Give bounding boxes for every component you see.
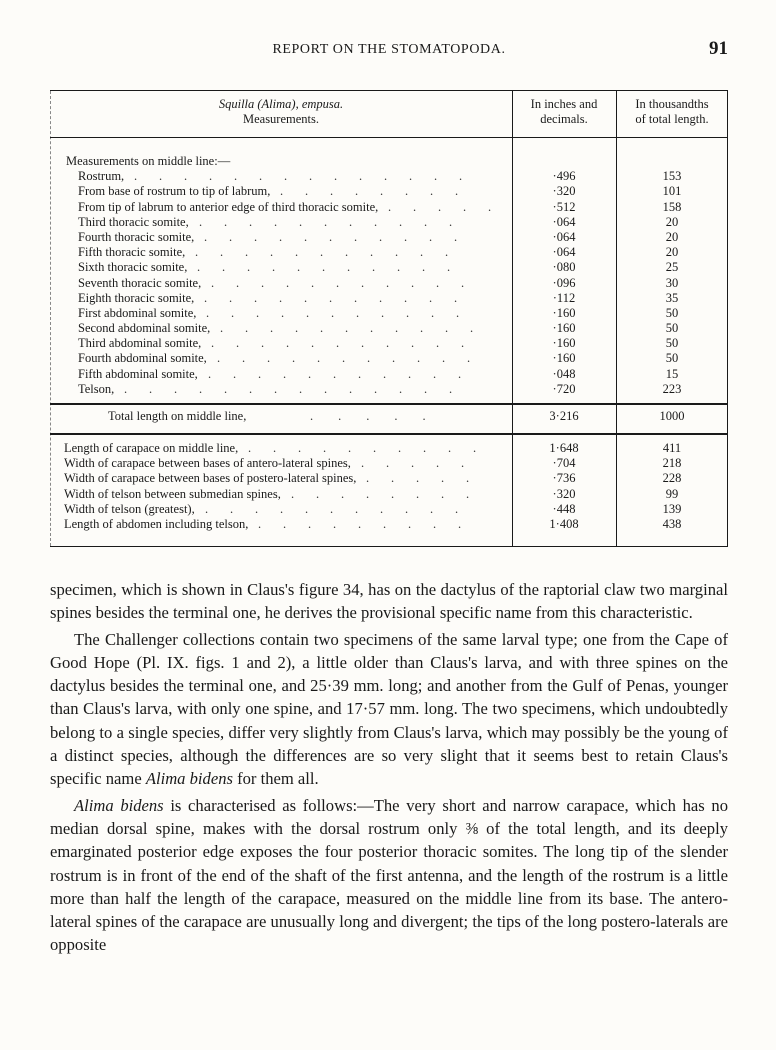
row-inches: ·064	[552, 214, 576, 229]
row-label: Fourth thoracic somite,	[78, 229, 195, 244]
row-thousandths: 139	[662, 501, 682, 516]
row-inches: ·320	[552, 486, 576, 501]
leader-dots: . . . . . . . . . . .	[217, 351, 492, 366]
table-header-measurements	[50, 97, 512, 127]
paragraph-3-text: is characterised as follows:—The very short and narrow carapace, which has no median dorsal spine, makes with the dorsal rostrum only	[50, 795, 728, 838]
row-label: Fifth thoracic somite,	[78, 245, 186, 260]
leader-dots: . . . . . . . . . . .	[197, 260, 472, 275]
paragraph-3	[50, 794, 728, 957]
row-label: Third thoracic somite,	[78, 214, 189, 229]
row-label: Sixth thoracic somite,	[78, 260, 188, 275]
header-thousandths-line2: of total length.	[635, 112, 709, 126]
row-inches: ·112	[552, 290, 576, 305]
row-inches: ·064	[552, 245, 576, 260]
table-row	[50, 321, 728, 336]
table-row	[50, 215, 728, 230]
table-row	[50, 351, 728, 366]
leader-dots: . . . . . . . . . . .	[205, 501, 480, 516]
table-row	[50, 456, 728, 471]
row-thousandths: 20	[665, 214, 679, 229]
header-inches-line1: In inches and	[530, 97, 598, 111]
running-head	[50, 38, 728, 66]
row-thousandths: 30	[665, 275, 679, 290]
other-measurement-rows	[50, 441, 728, 532]
row-thousandths: 411	[662, 441, 682, 455]
row-inches: ·160	[552, 336, 576, 351]
table-row	[50, 276, 728, 291]
table-header-thousandths	[616, 97, 728, 127]
table-row-total	[50, 409, 728, 424]
leader-dots: . . . . . . . .	[291, 486, 491, 501]
row-label: Fifth abdominal somite,	[78, 366, 198, 381]
leader-dots: . . . . .	[310, 409, 426, 423]
row-inches: 3·216	[549, 409, 579, 423]
leader-dots: . . . . . . . .	[280, 184, 480, 199]
row-thousandths: 50	[665, 351, 679, 366]
row-label: Width of telson (greatest),	[64, 501, 195, 516]
row-inches: ·160	[552, 305, 576, 320]
row-label: Rostrum,	[78, 169, 125, 184]
row-thousandths: 25	[665, 260, 679, 275]
row-inches: ·736	[552, 471, 576, 486]
paragraph-3-text-cont: of the total length, and its deeply emarginated posterior edge exposes the four posterior thoracic somites. The long tip of the slender rostrum is in front of the end of the shaft of the first antenna, and the length of the rostrum is a little more than half the length of the carapace, measured on the middle line from its base. The antero-lateral spines of the carapace are unusually long and divergent; the tips of the long postero-laterals are opposite	[50, 818, 728, 955]
species-name: Squilla (Alima), empusa.	[218, 97, 344, 111]
row-inches: ·160	[552, 351, 576, 366]
row-inches: ·096	[552, 275, 576, 290]
row-inches: ·512	[552, 199, 576, 214]
table-row	[50, 306, 728, 321]
row-thousandths: 438	[662, 516, 682, 531]
header-thousandths-line1: In thousandths	[635, 97, 709, 111]
species-name-italic: Alima bidens	[74, 795, 164, 815]
row-label: From tip of labrum to anterior edge of third thoracic somite,	[78, 199, 379, 214]
table-row	[50, 291, 728, 306]
row-thousandths: 20	[665, 245, 679, 260]
row-thousandths: 228	[662, 471, 682, 486]
species-name-italic: Alima bidens	[145, 769, 233, 789]
row-inches: ·064	[552, 229, 576, 244]
row-label: Third abdominal somite,	[78, 336, 202, 351]
row-thousandths: 1000	[659, 409, 685, 423]
table-row	[50, 336, 728, 351]
row-inches: ·048	[552, 366, 576, 381]
table-row	[50, 200, 728, 215]
leader-dots: . . . . . . . . . . .	[206, 305, 481, 320]
row-thousandths: 50	[665, 336, 679, 351]
row-thousandths: 35	[665, 290, 679, 305]
row-inches: ·720	[552, 381, 576, 396]
table-row	[50, 245, 728, 260]
row-inches: ·496	[552, 169, 576, 184]
leader-dots: . . . . . . . . . . .	[199, 214, 474, 229]
row-thousandths: 218	[662, 456, 682, 471]
leader-dots: . . . . . . . . .	[258, 516, 483, 531]
table-row	[50, 382, 728, 397]
leader-dots: . . . . . . . . . . .	[204, 229, 479, 244]
row-label: Width of telson between submedian spines,	[64, 486, 281, 501]
table-row	[50, 367, 728, 382]
leader-dots: . . . . . . . . . . . . . .	[124, 381, 474, 396]
row-inches: 1·648	[549, 441, 579, 455]
measurements-label: Measurements.	[242, 112, 320, 126]
page-number: 91	[709, 38, 728, 59]
row-inches: ·160	[552, 321, 576, 336]
row-label: Width of carapace between bases of postero-lateral spines,	[64, 471, 357, 486]
row-label: Length of abdomen including telson,	[64, 516, 249, 531]
table-row	[50, 260, 728, 275]
paragraph-2-end: for them all.	[232, 769, 319, 789]
table-row	[50, 471, 728, 486]
row-thousandths: 50	[665, 321, 679, 336]
table-row	[50, 169, 728, 184]
middle-line-rows	[50, 154, 728, 397]
row-thousandths: 15	[665, 366, 679, 381]
fraction: ⅜	[465, 818, 479, 838]
row-label: Total length on middle line,	[108, 409, 247, 423]
leader-dots: . . . . .	[366, 471, 491, 486]
table-row	[50, 230, 728, 245]
leader-dots: . . . . . . . . . . .	[204, 290, 479, 305]
row-thousandths: 158	[662, 199, 682, 214]
total-rows	[50, 409, 728, 424]
row-thousandths: 153	[662, 169, 682, 184]
row-label: From base of rostrum to tip of labrum,	[78, 184, 271, 199]
table-row	[50, 487, 728, 502]
row-thousandths: 20	[665, 229, 679, 244]
section-heading-row	[50, 154, 728, 169]
row-label: Second abdominal somite,	[78, 321, 211, 336]
row-thousandths: 223	[662, 381, 682, 396]
row-label: Eighth thoracic somite,	[78, 290, 195, 305]
row-inches: ·320	[552, 184, 576, 199]
row-label: First abdominal somite,	[78, 305, 197, 320]
paragraph-2-text: The Challenger collections contain two specimens of the same larval type; one from the Cape of Good Hope (Pl. IX. figs. 1 and 2), a little older than Claus's larva, and with three spines on the dactylus besides the terminal one, and 25·39 mm. long; and another from the Gulf of Penas, younger than Claus's larva, with only one spine, and 17·57 mm. long. The two specimens, which undoubtedly belong to a single species, differ very slightly from Claus's larva, which may possibly be the young of a distinct species, although the differences are so very slight that it seems best to retain Claus's specific name	[50, 629, 728, 789]
leader-dots: . . . . . . . . . . .	[195, 245, 470, 260]
total-rule-bottom	[50, 433, 728, 435]
leader-dots: . . . . . . . . . . .	[211, 336, 486, 351]
leader-dots: . . . . . . . . . . .	[211, 275, 486, 290]
body-text	[50, 578, 728, 957]
paragraph-2	[50, 628, 728, 791]
table-row	[50, 441, 728, 456]
row-label: Fourth abdominal somite,	[78, 351, 207, 366]
leader-dots: . . . . . . . . . . . . . .	[134, 169, 484, 184]
leader-dots: . . . . . . . . . .	[248, 441, 498, 455]
row-thousandths: 99	[665, 486, 679, 501]
row-inches: ·448	[552, 501, 576, 516]
leader-dots: . . . . . . . . . . .	[208, 366, 483, 381]
table-row	[50, 517, 728, 532]
row-label: Width of carapace between bases of antero-lateral spines,	[64, 456, 351, 471]
section-heading: Measurements on middle line:—	[66, 154, 231, 168]
running-title: REPORT ON THE STOMATOPODA.	[272, 42, 506, 57]
row-label: Length of carapace on middle line,	[64, 441, 239, 455]
table-header-inches	[512, 97, 616, 127]
row-inches: 1·408	[549, 516, 579, 531]
paragraph-1: specimen, which is shown in Claus's figure 34, has on the dactylus of the raptorial claw two marginal spines besides the terminal one, he derives the provisional specific name from this characteristic.	[50, 580, 728, 623]
table-row	[50, 184, 728, 199]
total-rule-top	[50, 403, 728, 405]
leader-dots: . . . . .	[361, 456, 486, 471]
header-inches-line2: decimals.	[540, 112, 588, 126]
row-label: Telson,	[78, 381, 115, 396]
row-label: Seventh thoracic somite,	[78, 275, 202, 290]
leader-dots: . . . . . . . . . . .	[220, 321, 495, 336]
row-thousandths: 101	[662, 184, 682, 199]
table-row	[50, 502, 728, 517]
row-inches: ·080	[552, 260, 576, 275]
leader-dots: . . . . .	[388, 199, 513, 214]
header-rule	[50, 137, 728, 138]
row-thousandths: 50	[665, 305, 679, 320]
row-inches: ·704	[552, 456, 576, 471]
measurements-table	[50, 90, 728, 547]
